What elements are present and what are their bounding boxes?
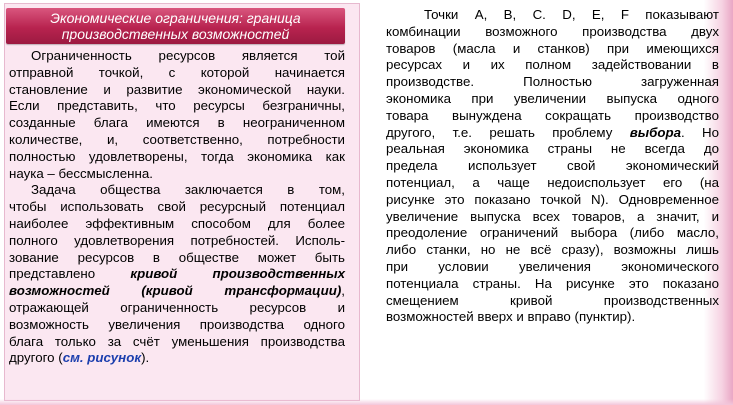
text-line: наиболее эффективным способом для более [9, 215, 345, 231]
term-ppf-cont: возможностей (кривой трансформации) [9, 283, 342, 299]
text-line [9, 266, 345, 283]
right-text-column [386, 7, 719, 326]
text-line: рисунке это показано точкой N). Одновременное [386, 191, 719, 207]
page-edge-decoration [0, 399, 733, 405]
left-text-column [9, 48, 345, 367]
text-fragment: . Но [680, 124, 719, 140]
text-fragment: представлено [9, 266, 96, 282]
text-line: созданные блага имеются в неограниченном [9, 115, 345, 131]
text-line: наука – бессмысленна. [9, 165, 153, 181]
text-line: реальная экономика страны не всегда до [386, 141, 719, 157]
text-line: Если представить, что ресурсы безграничны, [9, 98, 345, 114]
section-title-line-2: производственных возможностей [61, 26, 290, 42]
text-line: количестве, и, соответственно, потребности [9, 131, 345, 147]
text-line: Задача общества заключается в том, [31, 182, 345, 198]
text-line: полного удовлетворения потребностей. Исполь- [9, 232, 345, 248]
text-line: возможность увеличения производства одного [9, 316, 345, 332]
text-fragment: другого, т.е. решать проблему [386, 124, 613, 140]
text-line: отправной точкой, с которой начинается [9, 64, 345, 80]
text-line: Ограниченность ресурсов является той [31, 48, 345, 63]
text-line: либо станки, но не всё сразу), возможны лишь [386, 242, 719, 258]
text-line: потенциал, а чаще недоиспользует его (на [386, 174, 719, 190]
text-line: товаров (масла и станков) при имеющихся [386, 40, 719, 56]
text-line: экономика при увеличении выпуска одного [386, 90, 719, 106]
text-line: смещением кривой производственных [386, 292, 719, 308]
text-line: увеличение выпуска всех товаров, а значит, и [386, 208, 719, 224]
text-line [9, 283, 345, 300]
text-line: потенциала страны. На рисунке это показано [386, 275, 719, 291]
text-fragment: ). [141, 350, 150, 366]
section-title [6, 8, 345, 44]
text-fragment: другого ( [9, 350, 63, 366]
text-line: Точки A, B, C. D, E, F показывают [424, 7, 719, 22]
text-line [9, 350, 345, 367]
section-title-line-1: Экономические ограничения: граница [50, 10, 301, 26]
text-fragment: , [341, 283, 345, 299]
text-line: возможностей вверх и вправо (пунктир). [386, 309, 636, 325]
text-line: отражающей ограниченность ресурсов и [9, 299, 345, 315]
text-line: предела использует свой экономический [386, 158, 719, 174]
text-line: становление и развитие экономической науки. [9, 81, 345, 97]
figure-link[interactable]: см. рисунок [62, 350, 142, 366]
term-ppf: кривой производственных [130, 266, 345, 282]
text-line: блага только за счёт уменьшения производства [9, 333, 345, 349]
text-line: зование ресурсов в обществе может быть [9, 249, 345, 265]
text-line: производстве. Полностью загруженная [386, 74, 719, 90]
text-line: полностью удовлетворены, тогда экономика как [9, 148, 345, 164]
text-line: при условии увеличения экономического [386, 258, 719, 274]
text-line: товара вынуждена сокращать производство [386, 107, 719, 123]
text-line: чтобы использовать свой ресурсный потенциал [9, 199, 345, 215]
text-line: ресурсах и их полном задействовании в [386, 57, 719, 73]
text-line: преодоление ограничений выбора (либо масло, [386, 225, 719, 241]
term-choice: выбора [629, 124, 681, 140]
text-line: комбинации возможного производства двух [386, 23, 719, 39]
text-line [386, 125, 719, 142]
